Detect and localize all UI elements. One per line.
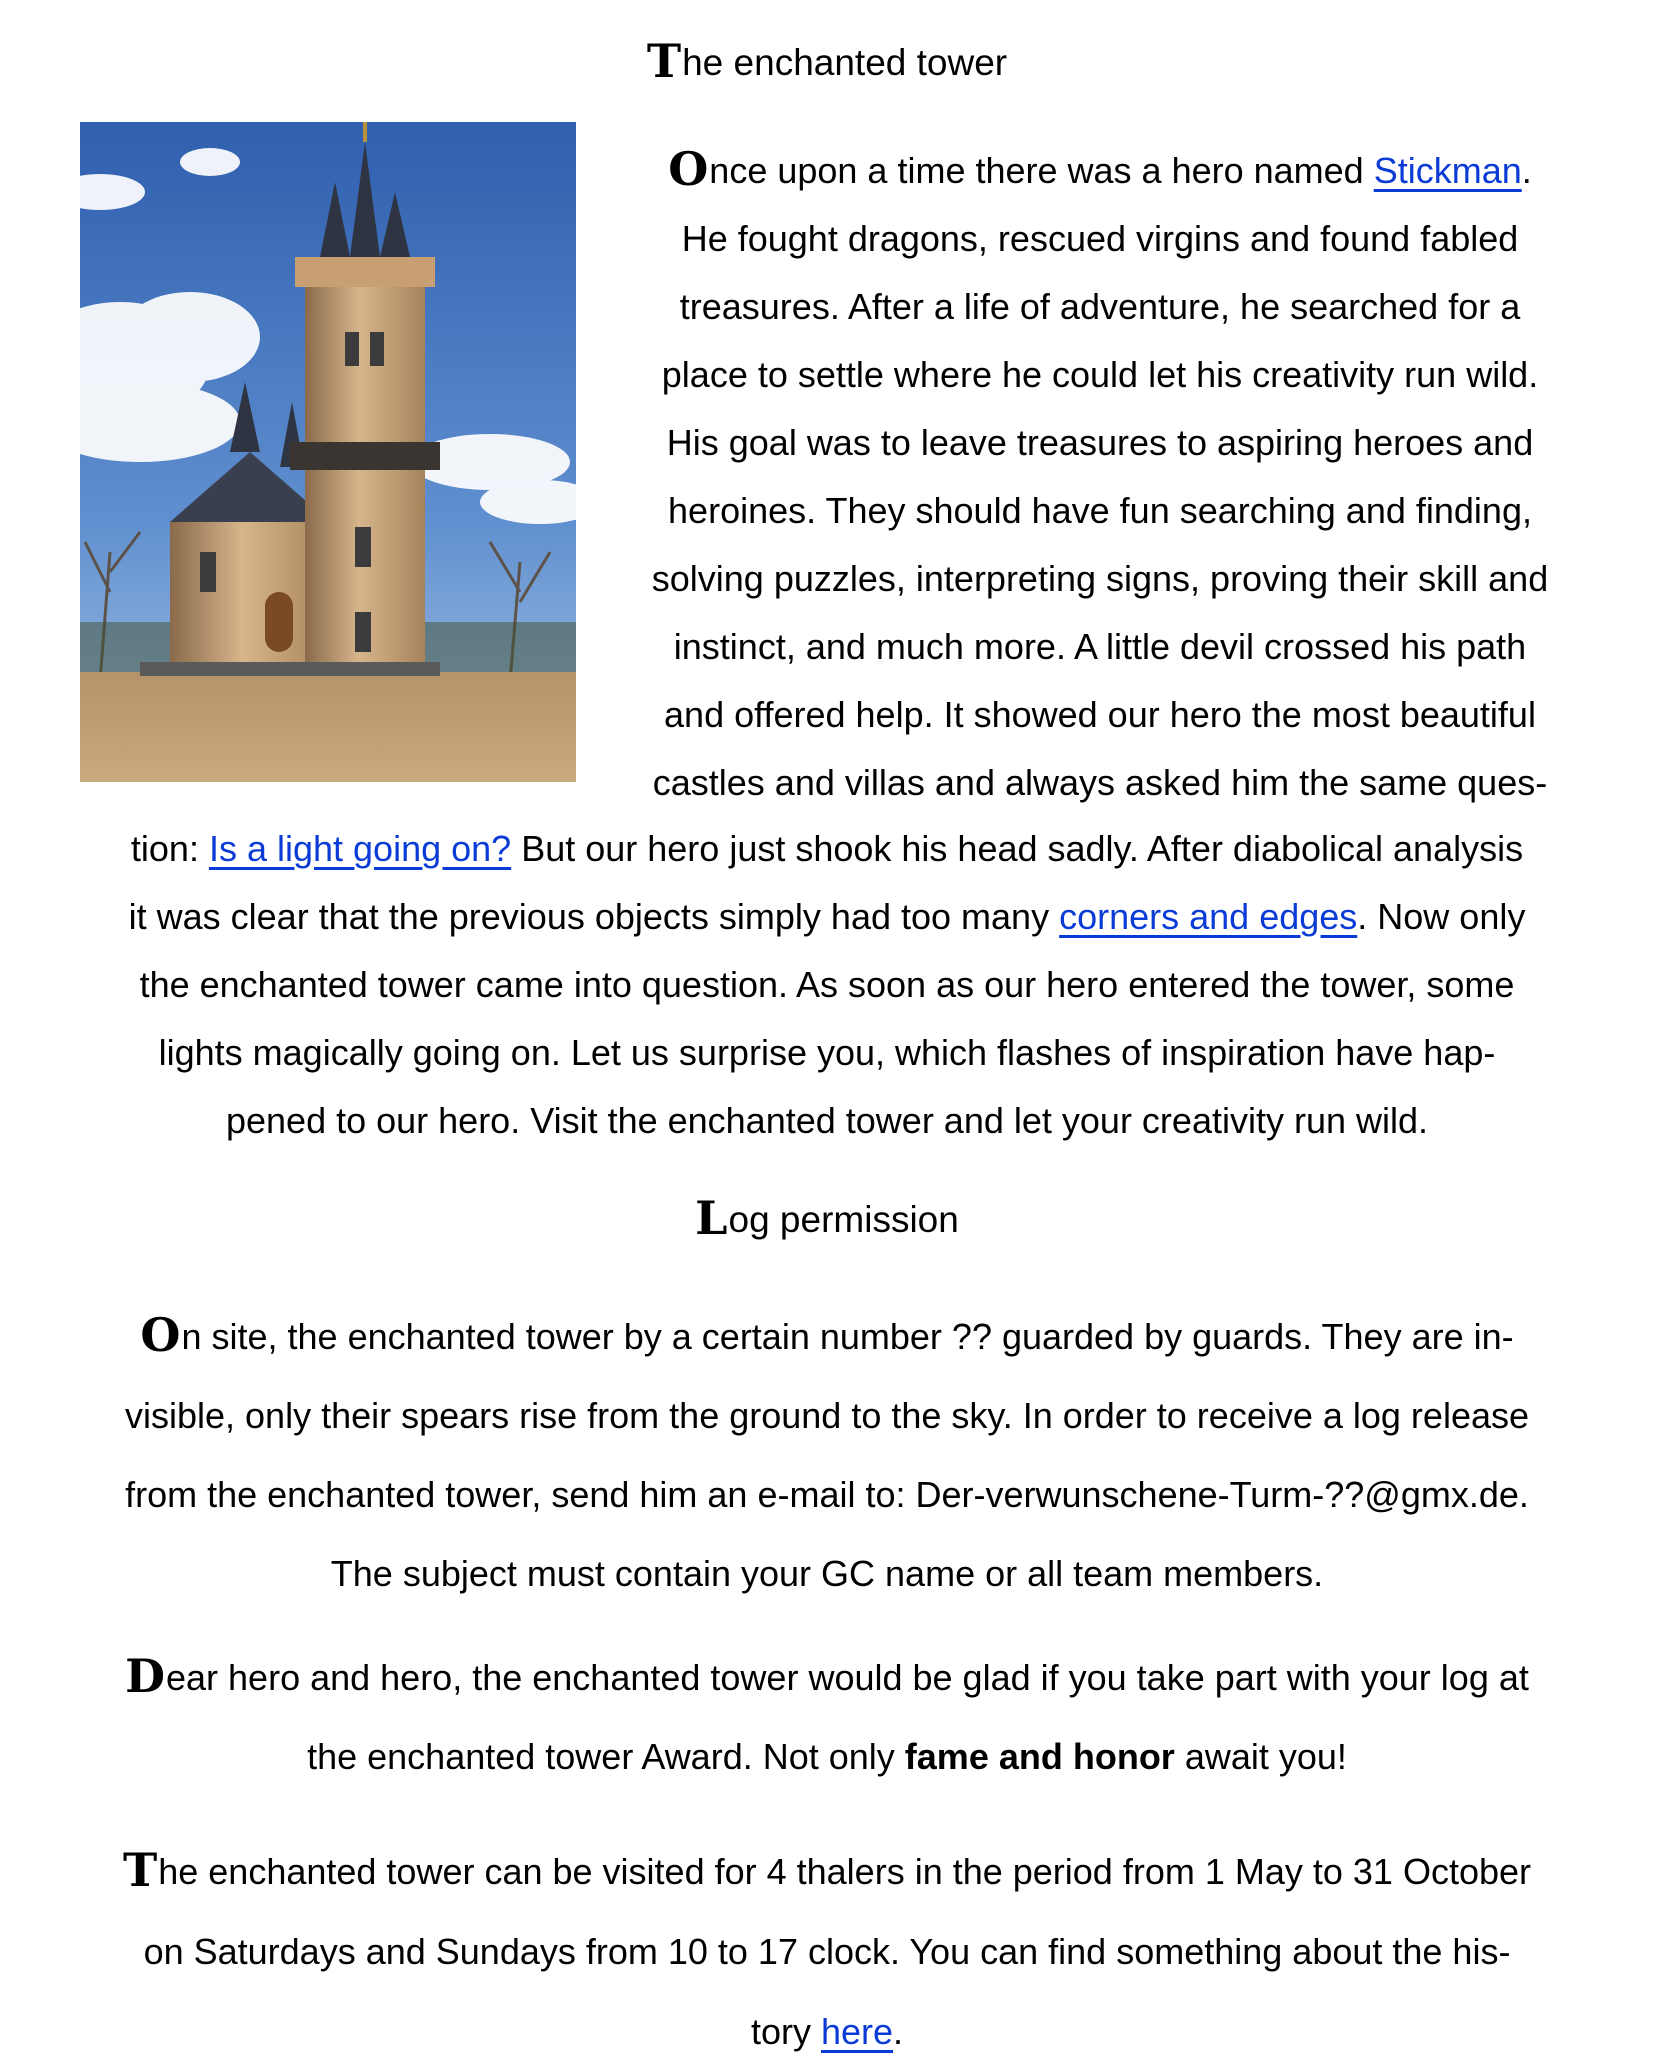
intro-text: . Now only bbox=[1357, 896, 1526, 937]
intro-text: it was clear that the previous objects simply had too many bbox=[128, 896, 1060, 937]
log-permission-heading bbox=[0, 1191, 1654, 1245]
intro-line: pened to our hero. Visit the enchanted tower and let your creativity run wild. bbox=[225, 1100, 1429, 1141]
visit-initial: T bbox=[123, 1843, 158, 1897]
log-line bbox=[40, 1296, 1614, 1376]
intro-text: . bbox=[1521, 150, 1532, 191]
visit-line bbox=[40, 1830, 1614, 1912]
intro-line: solving puzzles, interpreting signs, proving their skill and bbox=[651, 558, 1549, 599]
tower-photo bbox=[80, 122, 576, 782]
intro-paragraph-wrapped bbox=[600, 135, 1600, 817]
intro-line bbox=[600, 135, 1600, 205]
award-paragraph bbox=[40, 1637, 1614, 1796]
award-text: await you! bbox=[1174, 1736, 1347, 1777]
award-line bbox=[40, 1717, 1614, 1796]
award-initial: D bbox=[125, 1649, 165, 1703]
intro-line: and offered help. It showed our hero the most beautiful bbox=[664, 694, 1536, 735]
intro-paragraph-full bbox=[40, 815, 1614, 1155]
log-line: visible, only their spears rise from the ground to the sky. In order to receive a log release bbox=[124, 1395, 1530, 1436]
intro-line: the enchanted tower came into question. As soon as our hero entered the tower, some bbox=[139, 964, 1515, 1005]
intro-text: nce upon a time there was a hero named bbox=[709, 150, 1374, 191]
intro-line: castles and villas and always asked him the same ques- bbox=[652, 762, 1548, 803]
intro-initial: O bbox=[668, 142, 709, 196]
log-heading-initial: L bbox=[695, 1191, 728, 1245]
log-line: The subject must contain your GC name or all team members. bbox=[330, 1553, 1324, 1594]
visit-text: . bbox=[893, 2011, 904, 2052]
intro-text: tion: bbox=[130, 828, 209, 869]
intro-text: But our hero just shook his head sadly. After diabolical analysis bbox=[511, 828, 1524, 869]
stickman-link[interactable]: Stickman bbox=[1373, 150, 1522, 191]
title-text: he enchanted tower bbox=[682, 42, 1008, 83]
log-heading-text: og permission bbox=[728, 1199, 959, 1240]
intro-line bbox=[40, 883, 1614, 951]
intro-line: treasures. After a life of adventure, he searched for a bbox=[679, 286, 1521, 327]
intro-line: lights magically going on. Let us surprise you, which flashes of inspiration have hap- bbox=[158, 1032, 1496, 1073]
award-text: the enchanted tower Award. Not only bbox=[307, 1736, 905, 1777]
log-line: from the enchanted tower, send him an e-mail to: Der-verwunschene-Turm-??@gmx.de. bbox=[125, 1474, 1529, 1515]
history-here-link[interactable]: here bbox=[820, 2011, 894, 2052]
log-permission-paragraph bbox=[40, 1296, 1614, 1613]
log-initial: O bbox=[140, 1308, 181, 1362]
award-text: ear hero and hero, the enchanted tower would be glad if you take part with your log at bbox=[166, 1657, 1529, 1698]
visit-text: tory bbox=[750, 2011, 821, 2052]
corners-and-edges-link[interactable]: corners and edges bbox=[1059, 896, 1358, 937]
visit-line bbox=[40, 1992, 1614, 2072]
intro-line: His goal was to leave treasures to aspiring heroes and bbox=[666, 422, 1534, 463]
visit-line: on Saturdays and Sundays from 10 to 17 clock. You can find something about the his- bbox=[143, 1931, 1511, 1972]
fame-and-honor-text: fame and honor bbox=[904, 1736, 1175, 1777]
visit-paragraph bbox=[40, 1830, 1614, 2072]
intro-line: place to settle where he could let his creativity run wild. bbox=[661, 354, 1539, 395]
intro-line: He fought dragons, rescued virgins and found fabled bbox=[681, 218, 1519, 259]
page-title bbox=[0, 34, 1654, 88]
light-going-on-link[interactable]: Is a light going on? bbox=[208, 828, 512, 869]
intro-line bbox=[40, 815, 1614, 883]
visit-text: he enchanted tower can be visited for 4 thalers in the period from 1 May to 31 October bbox=[158, 1851, 1531, 1892]
intro-line: instinct, and much more. A little devil crossed his path bbox=[673, 626, 1527, 667]
intro-line: heroines. They should have fun searching and finding, bbox=[668, 490, 1532, 531]
log-text: n site, the enchanted tower by a certain number ?? guarded by guards. They are in- bbox=[181, 1316, 1514, 1357]
title-initial: T bbox=[646, 34, 682, 88]
award-line bbox=[40, 1637, 1614, 1717]
